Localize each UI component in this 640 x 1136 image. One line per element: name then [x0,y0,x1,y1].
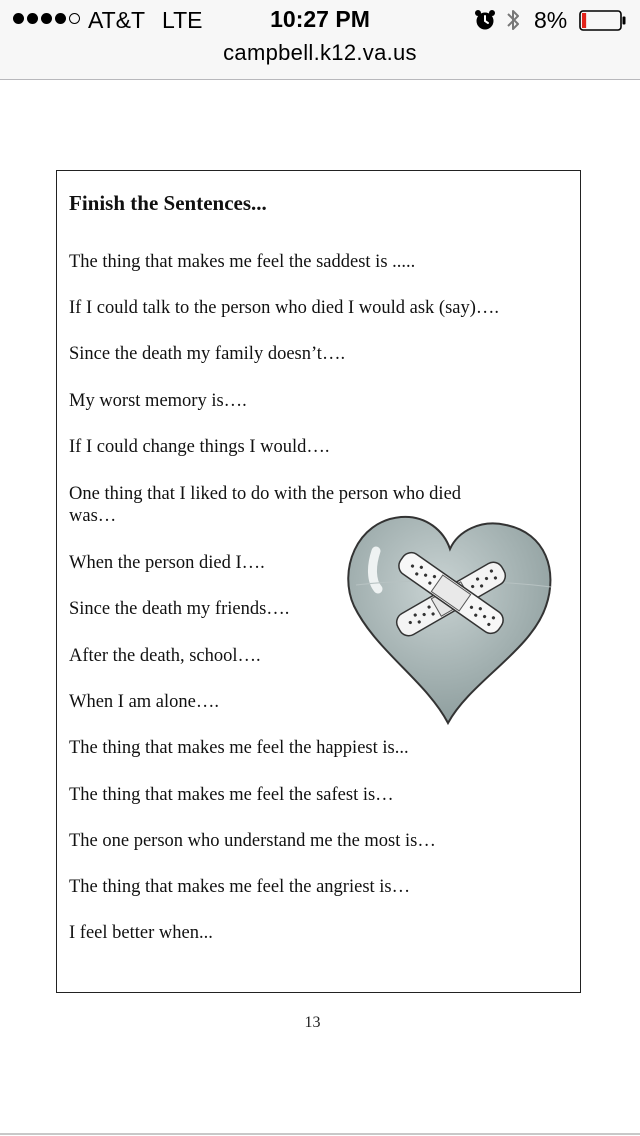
browser-top-bar [0,0,640,80]
sentence-prompt: When I am alone…. [69,692,219,712]
sentence-prompt: The one person who understand me the most is… [69,831,436,851]
sentence-prompt: If I could talk to the person who died I would ask (say)…. [69,298,500,318]
sentence-prompt: Since the death my friends…. [69,599,290,619]
sentence-prompt: The thing that makes me feel the saddest is ..... [69,252,416,272]
clock: 10:27 PM [270,6,370,32]
bluetooth-icon [505,6,521,34]
sentence-prompt: If I could change things I would…. [69,437,330,457]
sentence-prompt: The thing that makes me feel the safest is… [69,785,394,805]
alarm-clock-icon [474,9,496,31]
status-bar [0,0,640,40]
sentence-prompt: I feel better when... [69,923,213,943]
sentence-prompt: The thing that makes me feel the angriest is… [69,877,411,897]
battery-percent: 8% [534,7,568,33]
sentence-prompt: My worst memory is…. [69,391,247,411]
sentence-prompt: Since the death my family doesn’t…. [69,344,346,364]
document-title: Finish the Sentences... [69,191,267,215]
carrier-name: AT&T [88,7,146,33]
toolbar-divider [0,1133,640,1135]
bandaged-heart-illustration [346,511,556,726]
sentence-prompt: When the person died I…. [69,553,265,573]
sentence-prompt: The thing that makes me feel the happiest is... [69,738,409,758]
battery-icon [579,10,627,31]
sentence-prompt: One thing that I liked to do with the person who died was… [69,484,462,526]
document-page [56,170,581,993]
network-type: LTE [162,7,203,33]
sentence-prompt: After the death, school…. [69,646,261,666]
page-number: 13 [304,1014,321,1031]
address-bar-url[interactable]: campbell.k12.va.us [223,40,417,65]
